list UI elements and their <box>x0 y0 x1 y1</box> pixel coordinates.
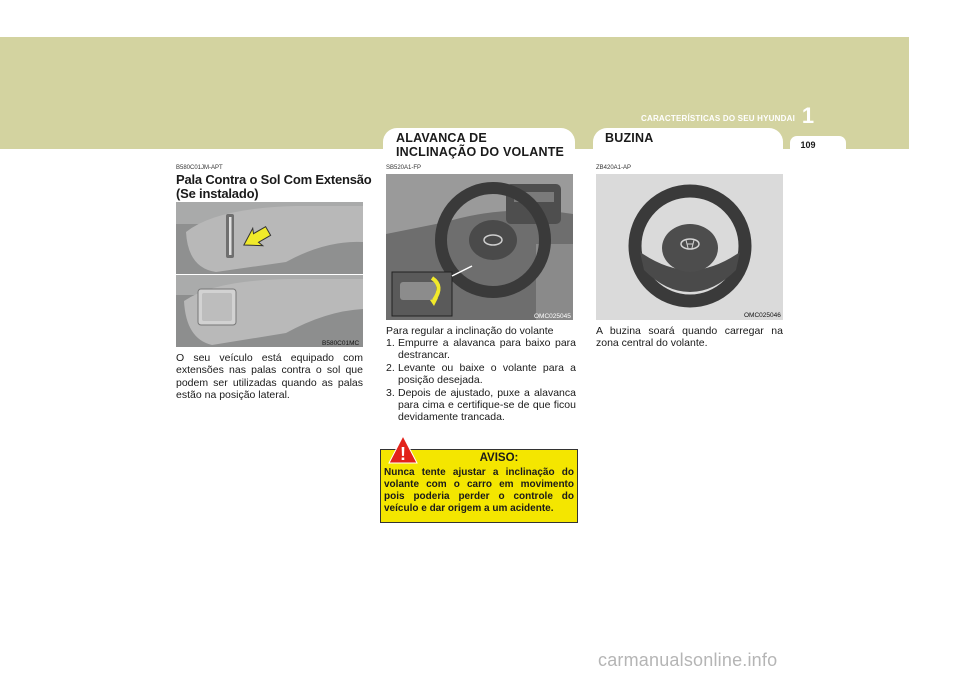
tab-title-buzina: BUZINA <box>605 131 654 145</box>
watermark: carmanualsonline.info <box>598 650 778 670</box>
figure-code-horn: OMC025046 <box>744 312 781 319</box>
tilt-step: 2. Levante ou baixe o volante para a posição desejada. <box>386 361 576 387</box>
section-code-buzina: ZB420A1-AP <box>596 165 632 171</box>
section-code: B580C01JM-APT <box>176 165 223 171</box>
tilt-step: 1. Empurre a alavanca para baixo para destrancar. <box>386 337 576 362</box>
steering-tilt-photo <box>386 174 573 320</box>
page-number: 109 <box>800 140 816 150</box>
horn-description: A buzina soará quando carregar na zona central do volante. <box>596 325 783 350</box>
section-title: CARACTERÍSTICAS DO SEU HYUNDAI <box>640 114 795 123</box>
sun-visor-photo-bottom <box>176 275 363 347</box>
tilt-intro: Para regular a inclinação do volante <box>386 325 554 337</box>
figure-code-tilt: OMC025045 <box>534 313 571 320</box>
warning-title: AVISO: <box>479 452 519 464</box>
chapter-number: 1 <box>801 103 815 128</box>
tab-title-alavanca-line2: INCLINAÇÃO DO VOLANTE <box>396 145 565 159</box>
steering-wheel-photo <box>596 174 783 320</box>
section-title-line2: (Se instalado) <box>176 186 259 201</box>
figure-code-visor: B580C01MC <box>322 340 360 347</box>
warning-text: Nunca tente ajustar a inclinação do volante com o carro em movimento pois poderia perder o controle do veículo e dar origem a um acidente. <box>384 467 574 514</box>
section-code-alavanca: SB520A1-FP <box>386 165 422 171</box>
sun-visor-photo-top <box>176 202 363 274</box>
tilt-steps <box>386 337 576 424</box>
tilt-step: 3. Depois de ajustado, puxe a alavanca para cima e certifique-se de que ficou devidamente trancada. <box>386 386 576 424</box>
tab-title-alavanca-line1: ALAVANCA DE <box>396 131 487 145</box>
svg-text:!: ! <box>400 444 406 464</box>
visor-description: O seu veículo está equipado com extensões nas palas contra o sol que podem ser utilizadas quando as palas estão na posição lateral. <box>176 352 363 402</box>
section-title-line1: Pala Contra o Sol Com Extensão <box>176 172 372 187</box>
